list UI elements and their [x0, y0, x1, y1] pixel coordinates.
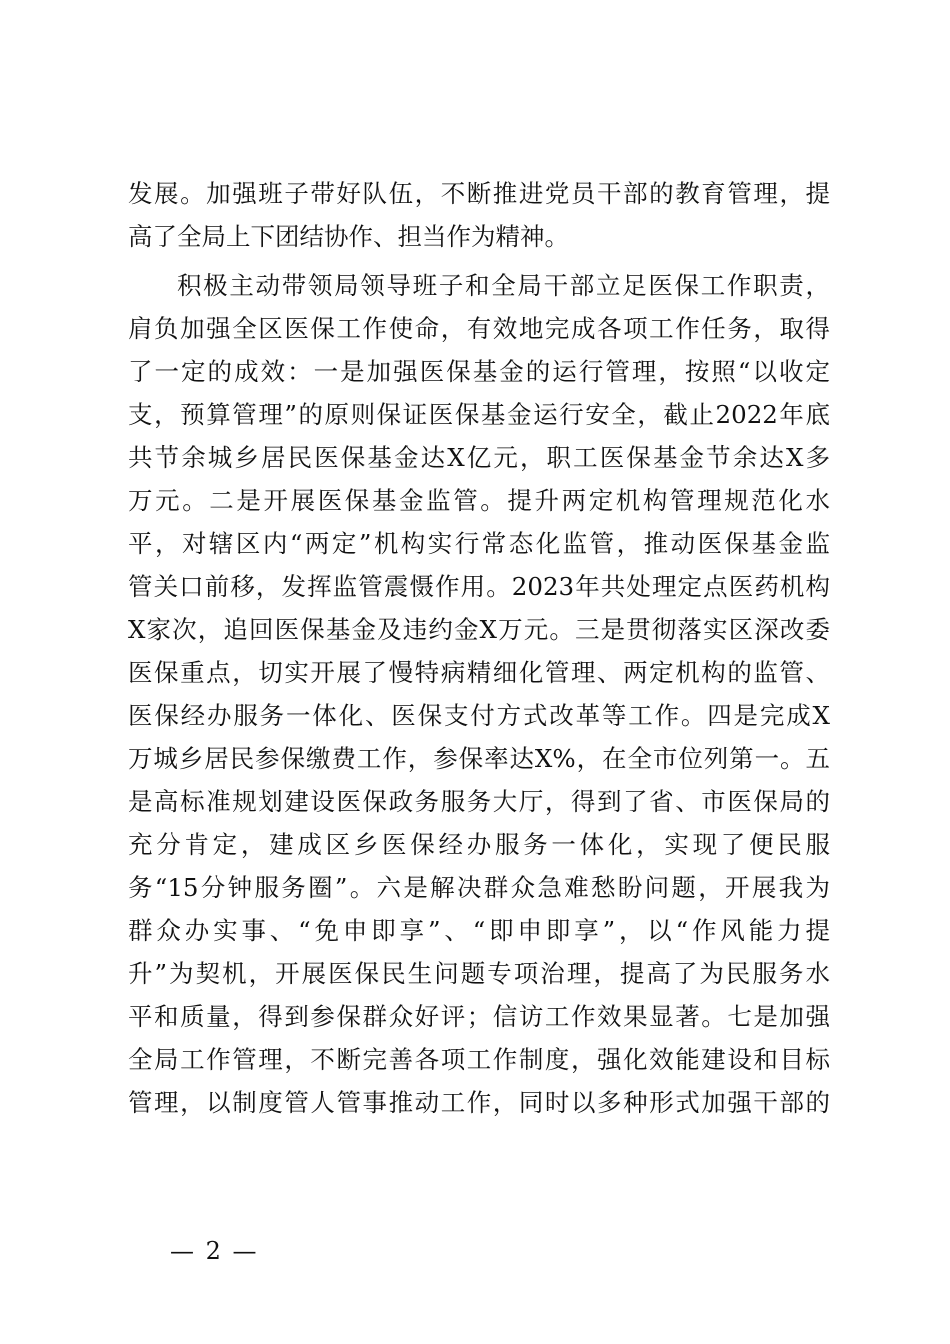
- text-line: 万元。二是开展医保基金监管。提升两定机构管理规范化水: [128, 486, 830, 515]
- text-line: 万城乡居民参保缴费工作，参保率达X%，在全市位列第一。五: [128, 744, 830, 773]
- text-line: 发展。加强班子带好队伍，不断推进党员干部的教育管理，提: [128, 179, 830, 208]
- text-line: 支，预算管理”的原则保证医保基金运行安全，截止2022年底: [128, 400, 830, 429]
- text-line: 升”为契机，开展医保民生问题专项治理，提高了为民服务水: [128, 959, 830, 988]
- text-line: 群众办实事、“免申即享”、“即申即享”，以“作风能力提: [128, 916, 830, 945]
- text-line: 高了全局上下团结协作、担当作为精神。: [128, 222, 569, 251]
- text-line: 医保重点，切实开展了慢特病精细化管理、两定机构的监管、: [128, 658, 830, 687]
- body-text: [128, 172, 830, 1124]
- text-line: X家次，追回医保基金及违约金X万元。三是贯彻落实区深改委: [128, 615, 830, 644]
- text-line: 务“15分钟服务圈”。六是解决群众急难愁盼问题，开展我为: [128, 873, 830, 902]
- text-line: 全局工作管理，不断完善各项工作制度，强化效能建设和目标: [128, 1045, 830, 1074]
- text-line: 共节余城乡居民医保基金达X亿元，职工医保基金节余达X多: [128, 443, 830, 472]
- page-number: — 2 —: [170, 1237, 259, 1265]
- text-line: 了一定的成效：一是加强医保基金的运行管理，按照“以收定: [128, 357, 830, 386]
- text-line: 积极主动带领局领导班子和全局干部立足医保工作职责，: [177, 271, 830, 300]
- text-line: 是高标准规划建设医保政务服务大厅，得到了省、市医保局的: [128, 787, 830, 816]
- text-line: 平，对辖区内“两定”机构实行常态化监管，推动医保基金监: [128, 529, 830, 558]
- text-line: 管关口前移，发挥监管震慑作用。2023年共处理定点医药机构: [128, 572, 830, 601]
- text-line: 医保经办服务一体化、医保支付方式改革等工作。四是完成X: [128, 701, 830, 730]
- text-line: 管理，以制度管人管事推动工作，同时以多种形式加强干部的: [128, 1088, 830, 1117]
- text-line: 肩负加强全区医保工作使命，有效地完成各项工作任务，取得: [128, 314, 830, 343]
- paragraph-1: [128, 172, 830, 258]
- text-line: 平和质量，得到参保群众好评；信访工作效果显著。七是加强: [128, 1002, 830, 1031]
- paragraph-2: [128, 264, 830, 1124]
- text-line: 充分肯定，建成区乡医保经办服务一体化，实现了便民服: [128, 830, 830, 859]
